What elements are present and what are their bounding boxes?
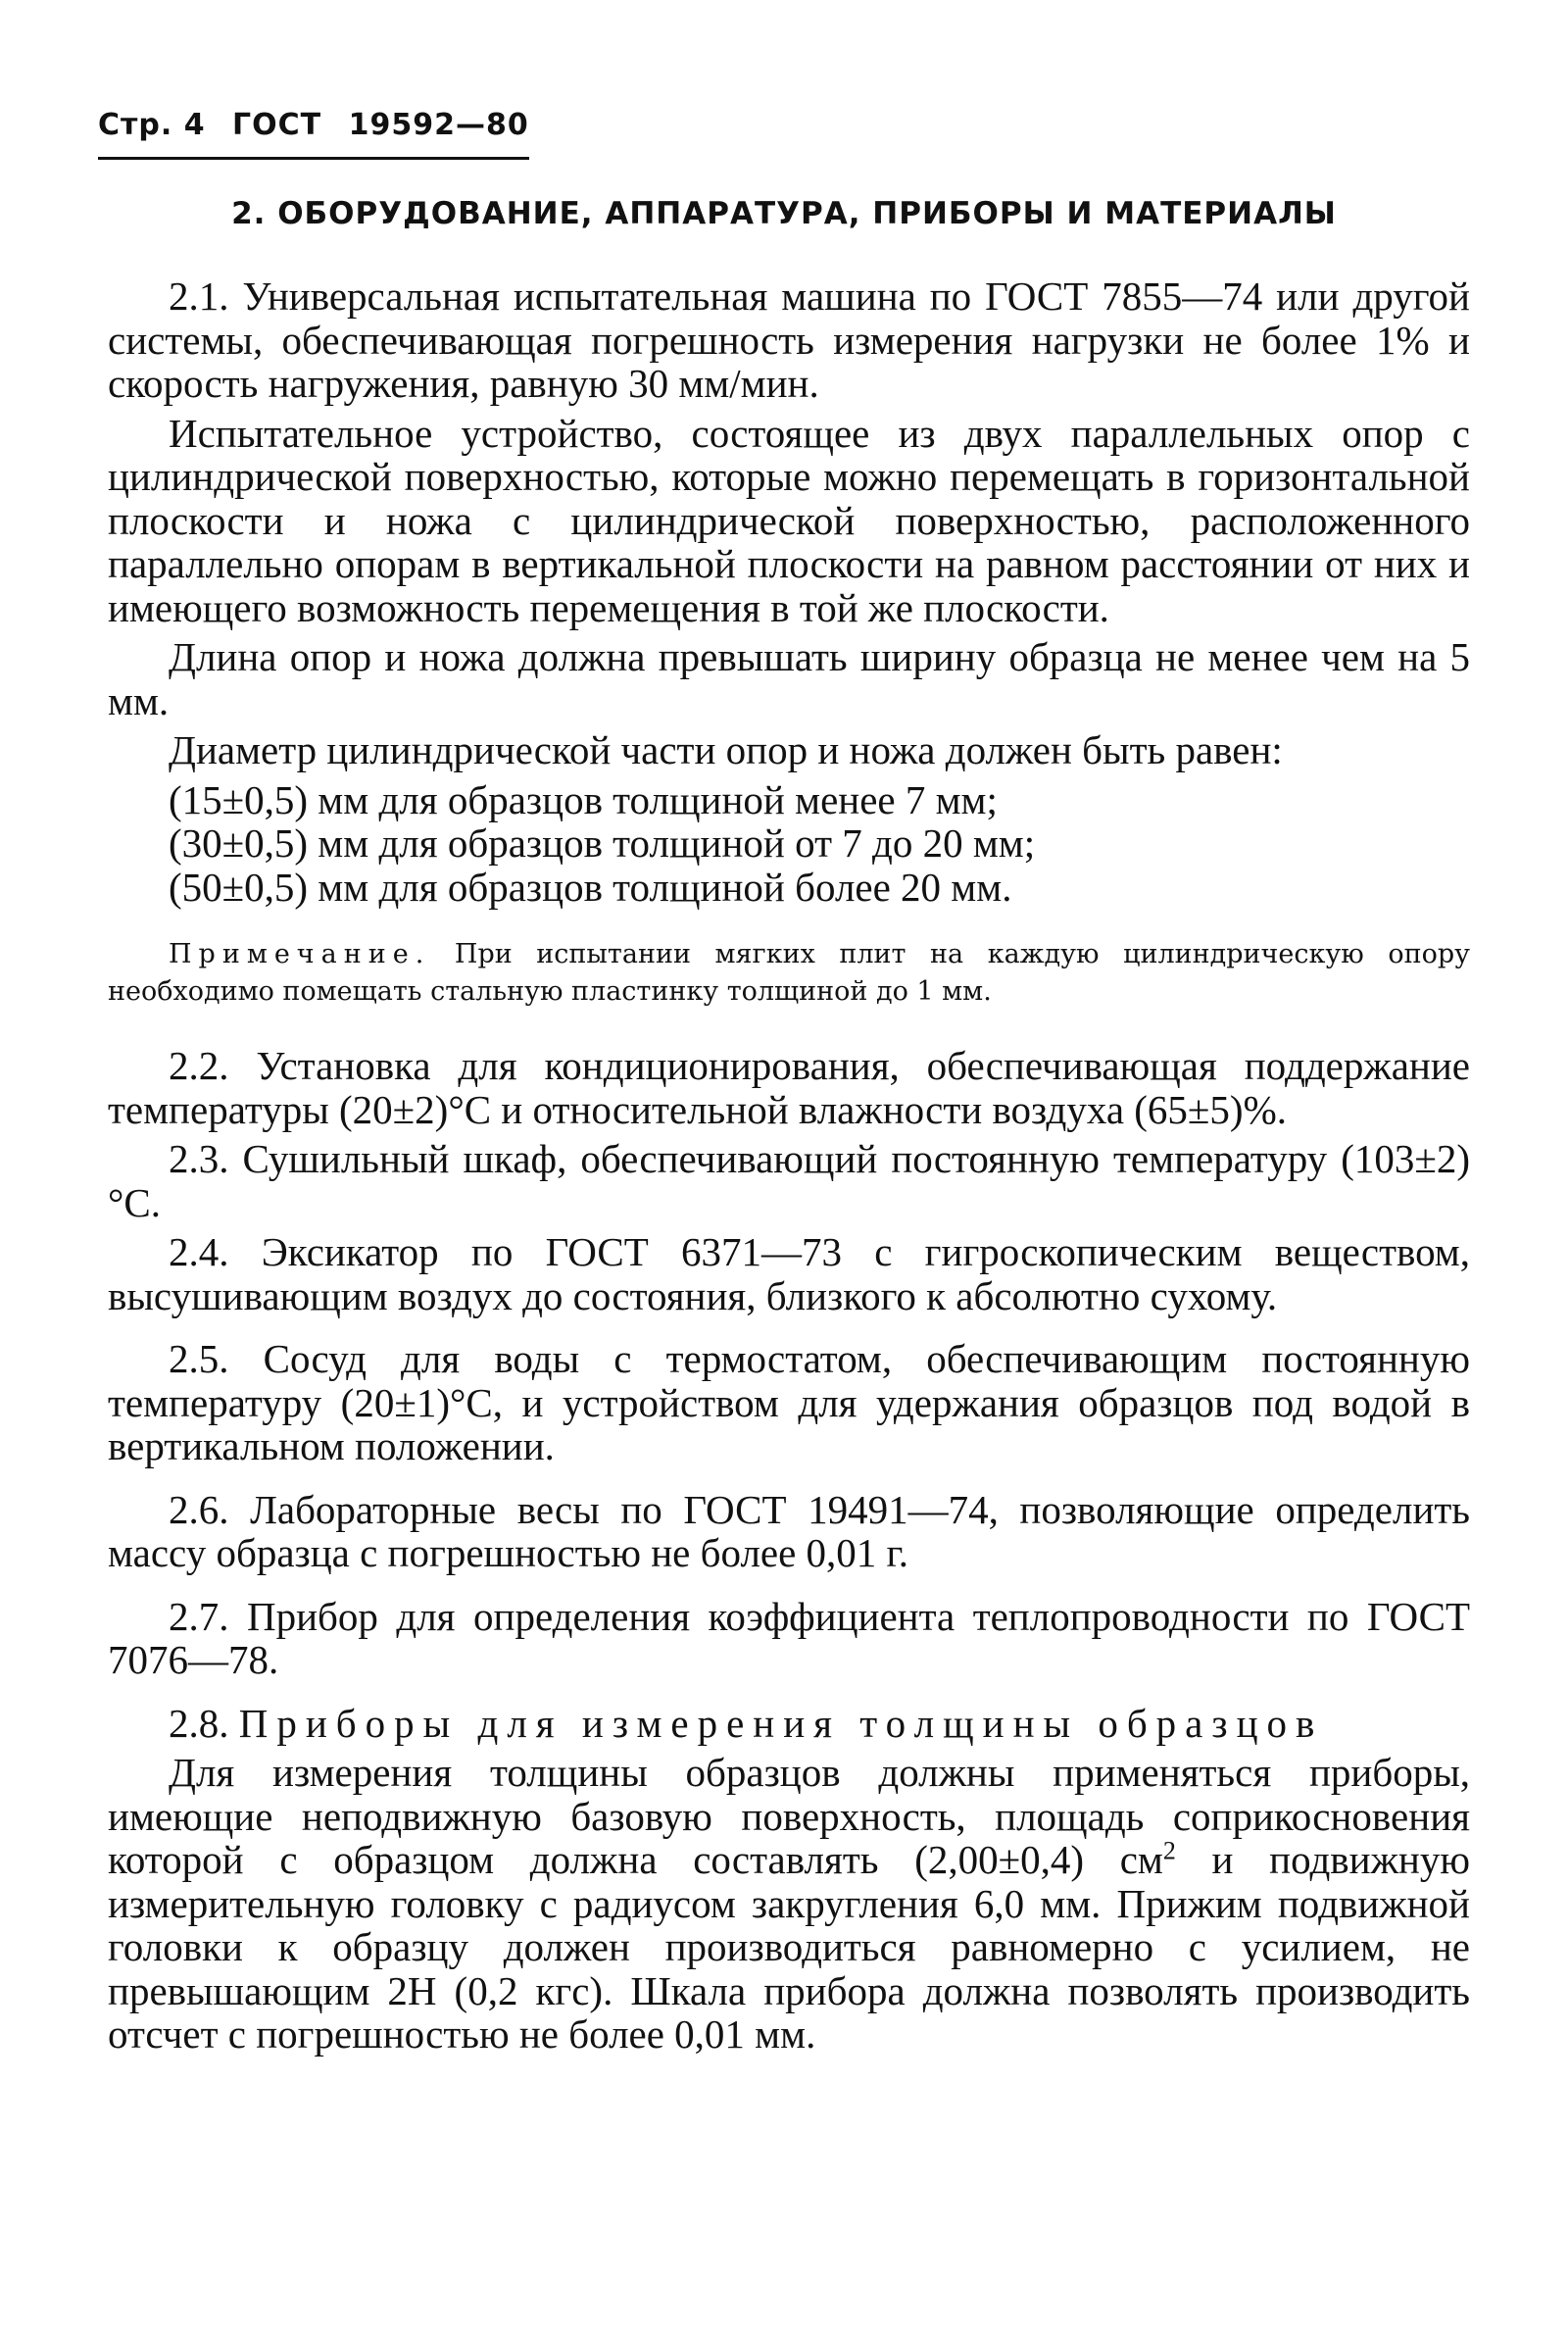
paragraph-2-4: 2.4. Эксикатор по ГОСТ 6371—73 с гигроскопическим веществом, высушивающим воздух до состояния, близкого к абсолютно сухому. xyxy=(108,1229,1470,1318)
list-item: (30±0,5) мм для образцов толщиной от 7 до 20 мм; xyxy=(169,820,1036,866)
spacer xyxy=(108,1323,1470,1337)
spacer xyxy=(108,1581,1470,1595)
paragraph-2-8-number: 2.8. xyxy=(169,1700,229,1746)
paragraph-2-6: 2.6. Лабораторные весы по ГОСТ 19491—74, позволяющие определить массу образца с погрешностью не более 0,01 г. xyxy=(108,1486,1470,1575)
document-body xyxy=(108,274,1470,2062)
note xyxy=(108,936,1470,1011)
paragraph-2-8-text-a: Для измерения толщины образцов должны применяться приборы, имеющие неподвижную базовую поверхность, площадь соприкосновения которой с образцом должна составлять (2,00±0,4) см xyxy=(108,1750,1470,1882)
section-title: 2. ОБОРУДОВАНИЕ, АППАРАТУРА, ПРИБОРЫ И МАТЕРИАЛЫ xyxy=(231,196,1337,231)
standard-label: ГОСТ xyxy=(232,108,322,142)
list-item: (15±0,5) мм для образцов толщиной менее 7 мм; xyxy=(169,776,998,822)
standard-number: 19592—80 xyxy=(348,108,529,142)
paragraph-2-7: 2.7. Прибор для определения коэффициента теплопроводности по ГОСТ 7076—78. xyxy=(108,1593,1470,1682)
page-header xyxy=(98,108,545,142)
spacer xyxy=(108,1688,1470,1702)
page-label: Стр. 4 xyxy=(98,108,206,142)
list-item: (50±0,5) мм для образцов толщиной более 20 мм. xyxy=(169,864,1012,910)
superscript-2: 2 xyxy=(1162,1836,1176,1865)
paragraph-2-8-heading xyxy=(108,1702,1470,1746)
paragraph-2-8-text xyxy=(108,1751,1470,2057)
paragraph-2-8-text-b: и подвижную измерительную головку с радиусом закругления 6,0 мм. Прижим подвижной головки к образцу должен производиться равномерно с усилием, не превышающим 2Н (0,2 кгс). Шкала прибора должна позволять производить отсчет с погрешностью не более 0,01 мм. xyxy=(108,1837,1470,2057)
paragraph-2-2: 2.2. Установка для кондиционирования, обеспечивающая поддержание температуры (20±2)°С и относительной влажности воздуха (65±5)%. xyxy=(108,1043,1470,1132)
header-rule xyxy=(98,157,529,160)
paragraph-2-3: 2.3. Сушильный шкаф, обеспечивающий постоянную температуру (103±2)°С. xyxy=(108,1136,1470,1225)
paragraph-2-8-title: Приборы для измерения толщины образцов xyxy=(238,1700,1324,1746)
paragraph-diameter: Диаметр цилиндрической части опор и ножа должен быть равен: xyxy=(169,727,1283,772)
spacer xyxy=(108,1474,1470,1488)
paragraph-support-length: Длина опор и ножа должна превышать ширину образца не менее чем на 5 мм. xyxy=(108,634,1470,723)
paragraph-2-5: 2.5. Сосуд для воды с термостатом, обеспечивающим постоянную температуру (20±1)°С, и устройством для удержания образцов под водой в вертикальном положении. xyxy=(108,1336,1470,1468)
paragraph-test-device: Испытательное устройство, состоящее из двух параллельных опор с цилиндрической поверхностью, которые можно перемещать в горизонтальной плоскости и ножа с цилиндрической поверхностью, расположенного параллельно опорам в вертикальной плоскости на равном расстоянии от них и имеющего возможность перемещения в той же плоскости. xyxy=(108,410,1470,630)
paragraph-2-1: 2.1. Универсальная испытательная машина по ГОСТ 7855—74 или другой системы, обеспечивающая погрешность измерения нагрузки не более 1% и скорость нагружения, равную 30 мм/мин. xyxy=(108,273,1470,406)
note-label: Примечание. xyxy=(169,939,431,969)
note-text: При испытании мягких плит на каждую цилиндрическую опору необходимо помещать стальную пластинку толщиной до 1 мм. xyxy=(108,939,1470,1007)
